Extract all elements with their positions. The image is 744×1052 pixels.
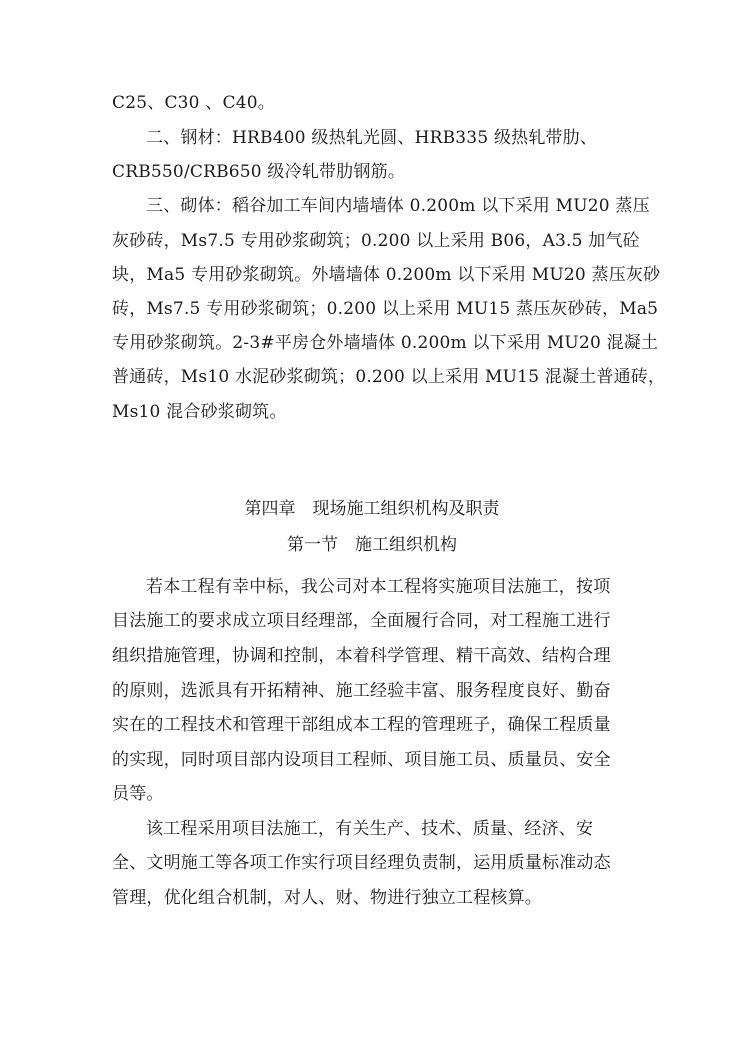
masonry-line-7: Ms10 混合砂浆砌筑。	[112, 402, 287, 422]
intro-line-1: 若本工程有幸中标，我公司对本工程将实施项目法施工，按项	[146, 577, 611, 597]
intro-line-4: 的原则，选派具有开拓精神、施工经验丰富、服务程度良好、勤奋	[112, 681, 611, 701]
intro-line-6: 的实现，同时项目部内设项目工程师、项目施工员、质量员、安全	[112, 750, 611, 770]
intro-line-2: 目法施工的要求成立项目经理部，全面履行合同，对工程施工进行	[112, 611, 611, 631]
masonry-line-6: 普通砖，Ms10 水泥砂浆砌筑；0.200 以上采用 MU15 混凝土普通砖，	[112, 367, 666, 387]
masonry-line-4: 砖，Ms7.5 专用砂浆砌筑；0.200 以上采用 MU15 蒸压灰砂砖，Ma5	[112, 299, 659, 319]
management-line-1: 该工程采用项目法施工，有关生产、技术、质量、经济、安	[146, 819, 594, 839]
intro-line-7: 员等。	[112, 784, 164, 804]
masonry-line-1: 三、砌体：稻谷加工车间内墙墙体 0.200m 以下采用 MU20 蒸压	[146, 196, 650, 216]
intro-line-3: 组织措施管理，协调和控制，本着科学管理、精干高效、结构合理	[112, 646, 611, 666]
materials-line: C25、C30 、C40。	[112, 93, 275, 113]
section-title: 第一节 施工组织机构	[287, 535, 457, 555]
management-line-2: 全、文明施工等各项工作实行项目经理负责制，运用质量标准动态	[112, 853, 611, 873]
masonry-line-3: 块，Ma5 专用砂浆砌筑。外墙墙体 0.200m 以下采用 MU20 蒸压灰砂	[112, 265, 661, 285]
intro-line-5: 实在的工程技术和管理干部组成本工程的管理班子，确保工程质量	[112, 715, 611, 735]
steel-line-1: 二、钢材：HRB400 级热轧光圆、HRB335 级热轧带肋、	[146, 128, 598, 148]
chapter-title: 第四章 现场施工组织机构及职责	[244, 499, 500, 519]
steel-line-2: CRB550/CRB650 级冷轧带肋钢筋。	[112, 162, 406, 182]
masonry-line-2: 灰砂砖，Ms7.5 专用砂浆砌筑；0.200 以上采用 B06，A3.5 加气砼	[112, 231, 640, 251]
masonry-line-5: 专用砂浆砌筑。2-3#平房仓外墙墙体 0.200m 以下采用 MU20 混凝土	[112, 333, 659, 353]
management-line-3: 管理，优化组合机制，对人、财、物进行独立工程核算。	[112, 888, 542, 908]
